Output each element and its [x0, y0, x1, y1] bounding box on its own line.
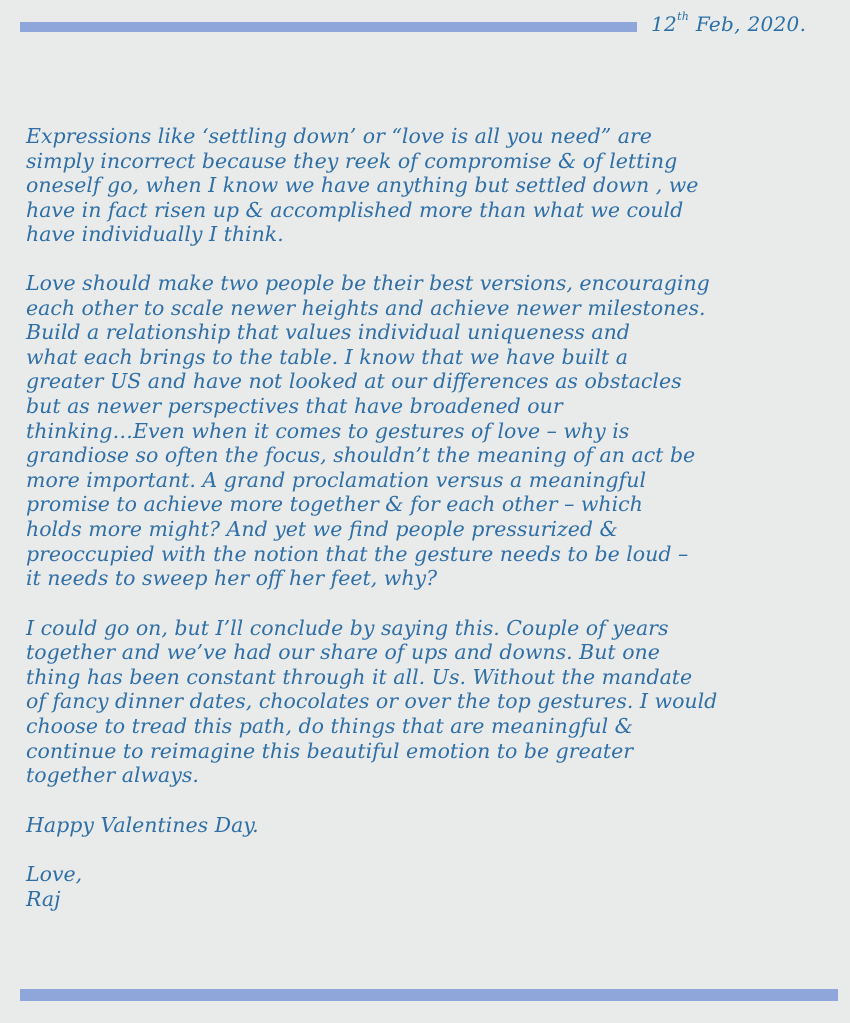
letter-line: each other to scale newer heights and achieve newer milestones. — [26, 295, 706, 320]
letter-line: together always. — [26, 763, 199, 788]
letter-line: choose to tread this path, do things that are meaningful & — [26, 714, 633, 739]
date-month-year: Feb, 2020. — [689, 12, 807, 36]
letter-line: but as newer perspectives that have broadened our — [26, 393, 563, 418]
letter-line: oneself go, when I know we have anything but settled down , we — [26, 173, 699, 198]
greeting-text: Happy Valentines Day. — [26, 812, 259, 837]
letter-line: preoccupied with the notion that the gesture needs to be loud – — [26, 541, 689, 566]
letter-line: I could go on, but I’ll conclude by saying this. Couple of years — [26, 615, 669, 640]
letter-line: what each brings to the table. I know that we have built a — [26, 344, 628, 369]
top-decorative-bar — [20, 22, 637, 32]
paragraph-spacer — [26, 788, 836, 813]
paragraph-spacer — [26, 837, 836, 862]
letter-paragraph-3 — [26, 616, 836, 788]
letter-line: thinking…Even when it comes to gestures of love – why is — [26, 418, 630, 443]
letter-line: of fancy dinner dates, chocolates or over the top gestures. I would — [26, 689, 718, 714]
letter-line: simply incorrect because they reek of compromise & of letting — [26, 148, 678, 173]
signature-text: Raj — [26, 887, 61, 912]
letter-line: thing has been constant through it all. Us. Without the mandate — [26, 664, 693, 689]
letter-line: Build a relationship that values individual uniqueness and — [26, 320, 630, 345]
bottom-decorative-bar — [20, 989, 838, 1001]
letter-line: it needs to sweep her off her feet, why? — [26, 566, 438, 591]
letter-paragraph-2 — [26, 271, 836, 591]
letter-body — [26, 124, 836, 912]
paragraph-spacer — [26, 591, 836, 616]
paragraph-spacer — [26, 247, 836, 271]
letter-line: grandiose so often the focus, shouldn’t the meaning of an act be — [26, 443, 696, 468]
letter-line: Love should make two people be their best versions, encouraging — [26, 270, 710, 295]
letter-paragraph-1 — [26, 124, 836, 247]
letter-line: greater US and have not looked at our differences as obstacles — [26, 369, 682, 394]
letter-line: continue to reimagine this beautiful emotion to be greater — [26, 738, 634, 763]
letter-date — [651, 12, 806, 36]
letter-line: promise to achieve more together & for each other – which — [26, 492, 643, 517]
letter-line: Expressions like ‘settling down’ or “love is all you need” are — [26, 124, 652, 148]
letter-greeting — [26, 813, 836, 838]
closing-text: Love, — [26, 862, 83, 887]
date-suffix: th — [677, 10, 690, 24]
letter-line: have individually I think. — [26, 222, 284, 247]
letter-signoff — [26, 862, 836, 911]
letter-line: holds more might? And yet we find people pressurized & — [26, 516, 618, 541]
letter-line: together and we’ve had our share of ups and downs. But one — [26, 640, 660, 665]
date-day: 12 — [651, 12, 678, 36]
letter-line: more important. A grand proclamation versus a meaningful — [26, 467, 647, 492]
letter-line: have in fact risen up & accomplished more than what we could — [26, 197, 684, 222]
